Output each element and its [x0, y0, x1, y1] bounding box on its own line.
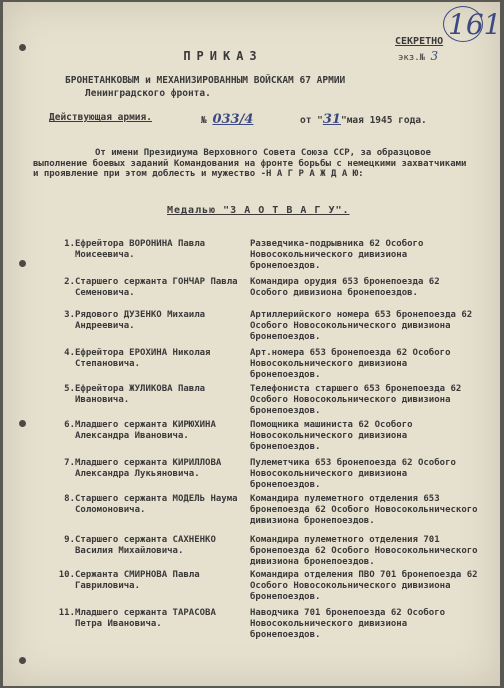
- awardee-name: Ефрейтора ЕРОХИНА Николая Степановича.: [75, 348, 211, 369]
- awardee-name: Старшего сержанта ГОНЧАР Павла Семеновича.: [75, 277, 238, 298]
- order-number-prefix: №: [201, 115, 207, 126]
- award-number: 8.: [64, 494, 75, 504]
- awardee-name: Младшего сержанта ТАРАСОВА Петра Ивановича.: [75, 608, 216, 629]
- awardee-name: Старшего сержанта САХНЕНКО Василия Михайловича.: [75, 535, 216, 556]
- award-number: 4.: [64, 348, 75, 358]
- awardee-position: Пулеметчика 653 бронепоезда 62 Особого Новосокольнического дивизиона бронепоездов.: [250, 458, 456, 490]
- order-number: [201, 112, 253, 127]
- subtitle-line: Ленинградского фронта.: [85, 88, 211, 99]
- awardee-name: Сержанта СМИРНОВА Павла Гавриловича.: [75, 570, 200, 591]
- secret-stamp: [395, 36, 443, 47]
- page-title: ПРИКАЗ: [183, 49, 263, 63]
- order-intro: От имени Президиума Верховного Совета Союза ССР, за образцовое выполнение боевых заданий Командования на фронте борьбы с немецкими захватчиками и проявление при этом доблесть и мужество -Н А Г Р А Ж Д А Ю:: [33, 148, 467, 179]
- secret-label: СЕКРЕТНО: [395, 36, 444, 47]
- awardee-position: Наводчика 701 бронепоезда 62 Особого Новосокольнического дивизиона бронепоездов.: [250, 608, 446, 640]
- awardee-position: Телефониста старшего 653 бронепоезда 62 Особого Новосокольнического дивизиона бронепоездов.: [250, 384, 462, 416]
- awardee-position: Командира отделения ПВО 701 бронепоезда 62 Особого Новосокольнического дивизиона бронепоездов.: [250, 570, 478, 602]
- awardee-name: Старшего сержанта МОДЕЛЬ Наума Соломоновича.: [75, 494, 238, 515]
- document-page: [3, 2, 500, 686]
- award-number: 11.: [58, 608, 75, 618]
- award-number: 10.: [58, 570, 75, 580]
- awardee-name: Младшего сержанта КИРЮХИНА Александра Ивановича.: [75, 420, 216, 441]
- binder-hole: [19, 260, 26, 267]
- binder-hole: [19, 420, 26, 427]
- awardee-position: Помощника машиниста 62 Особого Новосокольнического дивизиона бронепоездов.: [250, 420, 413, 452]
- award-number: 7.: [64, 458, 75, 468]
- binder-hole: [19, 44, 26, 51]
- subtitle-line: БРОНЕТАНКОВЫМ и МЕХАНИЗИРОВАННЫМ ВОЙСКАМ 67 АРМИИ: [65, 75, 346, 86]
- sheet-number: 161: [448, 8, 502, 41]
- awardee-position: Командира пулеметного отделения 653 бронепоезда 62 Особого Новосокольнического дивизиона бронепоездов.: [250, 494, 478, 526]
- awardee-name: Младшего сержанта КИРИЛЛОВА Александра Лукьяновича.: [75, 458, 222, 479]
- copy-label: экз.№: [398, 53, 426, 63]
- awardee-position: Арт.номера 653 бронепоезда 62 Особого Новосокольнического дивизиона бронепоездов.: [250, 348, 451, 380]
- awardee-name: Ефрейтора ВОРОНИНА Павла Моисеевича.: [75, 239, 206, 260]
- order-number-value: 033/4: [212, 112, 254, 127]
- award-number: 9.: [64, 535, 75, 545]
- order-subtitle: [65, 74, 345, 100]
- awardee-position: Разведчика-подрывника 62 Особого Новосокольнического дивизиона бронепоездов.: [250, 239, 424, 271]
- date-day: 31: [322, 112, 341, 127]
- award-number: 1.: [64, 239, 75, 249]
- army-label: Действующая армия.: [49, 112, 152, 123]
- award-number: 3.: [64, 310, 75, 320]
- award-number: 6.: [64, 420, 75, 430]
- award-number: 5.: [64, 384, 75, 394]
- binder-hole: [19, 657, 26, 664]
- copy-number: 3: [430, 49, 439, 63]
- copy-marker: [398, 49, 438, 63]
- date-suffix: "мая 1945 года.: [340, 115, 427, 126]
- order-date: [300, 112, 427, 127]
- awardee-position: Артиллерийского номера 653 бронепоезда 62 Особого Новосокольнического дивизиона бронепоездов.: [250, 310, 473, 342]
- awardee-position: Командира пулеметного отделения 701 бронепоезда 62 Особого Новосокольнического дивизиона бронепоездов.: [250, 535, 478, 567]
- award-number: 2.: [64, 277, 75, 287]
- awardee-name: Рядового ДУЗЕНКО Михаила Андреевича.: [75, 310, 206, 331]
- medal-heading: Медалью "З А О Т В А Г У".: [167, 205, 350, 216]
- date-prefix: от ": [300, 115, 323, 126]
- awardee-name: Ефрейтора ЖУЛИКОВА Павла Ивановича.: [75, 384, 206, 405]
- awardee-position: Командира орудия 653 бронепоезда 62 Особого дивизиона бронепоездов.: [250, 277, 440, 298]
